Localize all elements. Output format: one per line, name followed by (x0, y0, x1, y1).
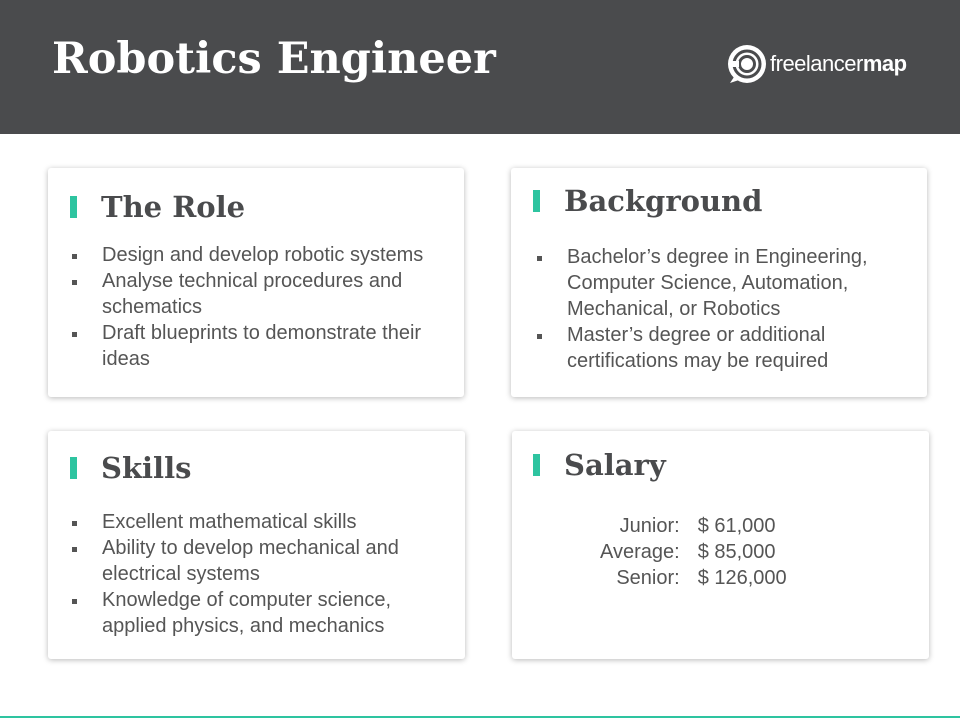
salary-row-senior (600, 565, 787, 591)
accent-bar (70, 457, 77, 479)
header-bar (0, 0, 960, 134)
list-item: Ability to develop mechanical and electrical systems (70, 535, 450, 587)
list-item: Draft blueprints to demonstrate their ideas (70, 320, 450, 372)
salary-card-title: Salary (564, 448, 666, 482)
role-card-header (70, 190, 245, 224)
salary-label: Junior: (619, 515, 680, 537)
background-card (511, 168, 927, 397)
accent-bar (533, 190, 540, 212)
list-item: Knowledge of computer science, applied physics, and mechanics (70, 587, 450, 639)
role-card (48, 168, 464, 397)
skills-card-header (70, 451, 191, 485)
page-title: Robotics Engineer (52, 34, 496, 84)
bottom-accent-line (0, 716, 960, 718)
salary-card (512, 431, 929, 659)
list-item: Design and develop robotic systems (70, 242, 450, 268)
salary-row-average (600, 539, 787, 565)
salary-value: $ 126,000 (697, 567, 787, 589)
freelancermap-logo (726, 42, 907, 86)
background-card-title: Background (564, 184, 763, 218)
skills-card (48, 431, 465, 659)
salary-label: Senior: (616, 567, 680, 589)
logo-text (770, 51, 907, 77)
accent-bar (533, 454, 540, 476)
freelancermap-logo-icon (726, 43, 768, 85)
salary-value: $ 61,000 (697, 515, 776, 537)
logo-text-bold: map (862, 51, 907, 76)
role-card-title: The Role (101, 190, 246, 224)
salary-table (600, 513, 787, 591)
list-item: Master’s degree or additional certifications may be required (535, 322, 915, 374)
logo-text-regular: freelancer (770, 51, 863, 76)
role-list (70, 242, 450, 372)
salary-value: $ 85,000 (697, 541, 776, 563)
list-item: Bachelor’s degree in Engineering, Computer Science, Automation, Mechanical, or Robotics (535, 244, 915, 322)
salary-card-header (533, 448, 666, 482)
skills-card-title: Skills (101, 451, 192, 485)
background-list (535, 244, 915, 374)
salary-row-junior (600, 513, 787, 539)
salary-label: Average: (600, 541, 680, 563)
accent-bar (70, 196, 77, 218)
background-card-header (533, 184, 762, 218)
list-item: Analyse technical procedures and schematics (70, 268, 450, 320)
skills-list (70, 509, 450, 639)
list-item: Excellent mathematical skills (70, 509, 450, 535)
